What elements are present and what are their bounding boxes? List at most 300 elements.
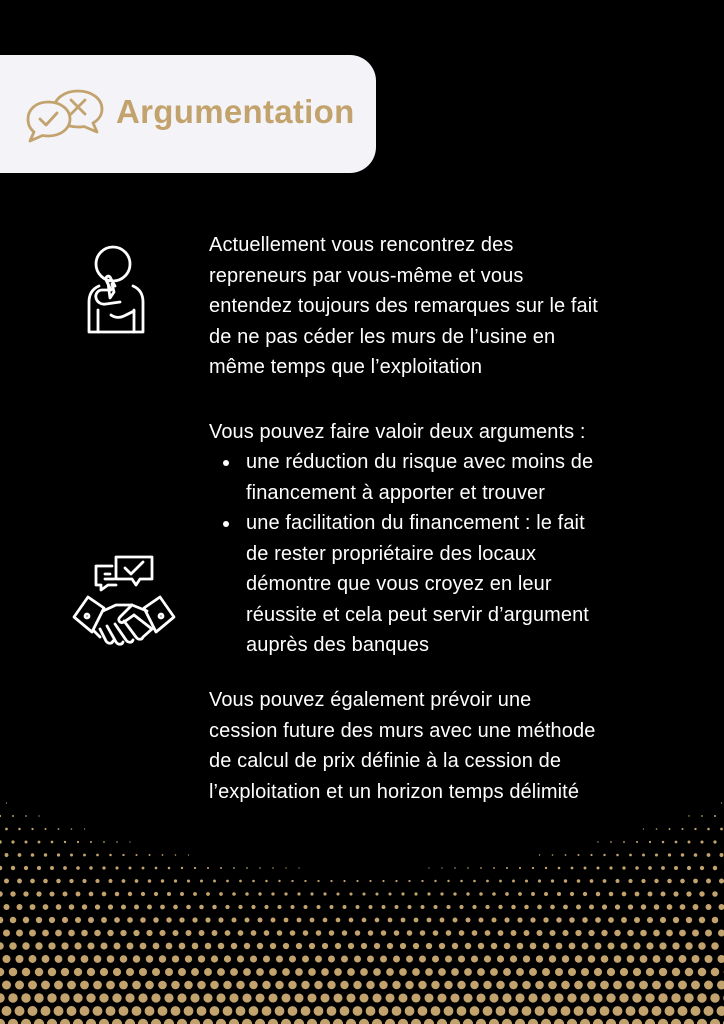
halftone-dot [717, 955, 724, 963]
halftone-dot [606, 993, 615, 1002]
halftone-dot [388, 918, 393, 923]
halftone-dot [347, 968, 355, 976]
halftone-dot [421, 880, 423, 882]
halftone-dot [413, 943, 419, 949]
halftone-dot [463, 993, 472, 1002]
halftone-dot [54, 981, 63, 990]
halftone-dot [24, 866, 28, 870]
halftone-dot [648, 866, 652, 870]
halftone-dot [249, 981, 257, 989]
halftone-dot [596, 866, 599, 869]
halftone-dot [162, 854, 164, 856]
halftone-dot [203, 993, 212, 1002]
halftone-dot [470, 1006, 480, 1016]
halftone-dot [395, 880, 397, 882]
halftone-dot [549, 955, 556, 962]
halftone-dot [284, 892, 287, 895]
halftone-dot [485, 930, 491, 936]
halftone-dot [307, 1019, 317, 1024]
halftone-dot [697, 1019, 707, 1024]
halftone-dot [704, 981, 713, 990]
halftone-dot [499, 880, 502, 883]
halftone-dot [406, 956, 413, 963]
halftone-dot [2, 955, 10, 963]
halftone-dot [107, 930, 113, 936]
halftone-dot [562, 930, 568, 936]
halftone-dot [509, 1006, 519, 1016]
halftone-dot [317, 880, 319, 882]
halftone-dot [132, 981, 141, 990]
halftone-dot [652, 981, 661, 990]
halftone-dot [192, 917, 197, 922]
halftone-dot [29, 930, 36, 937]
halftone-dot [24, 840, 27, 843]
halftone-dot [86, 993, 95, 1002]
halftone-dot [645, 993, 654, 1002]
halftone-dot [146, 930, 152, 936]
halftone-dot [173, 905, 178, 910]
halftone-dot [428, 867, 429, 868]
halftone-dot [36, 891, 41, 896]
halftone-dot [112, 993, 121, 1002]
halftone-dot [398, 993, 407, 1002]
halftone-dot [28, 981, 37, 990]
halftone-dot [346, 993, 355, 1002]
halftone-dot [483, 1006, 493, 1016]
halftone-dot [168, 867, 171, 870]
halftone-dot [457, 1006, 467, 1016]
halftone-dot [610, 841, 612, 843]
halftone-dot [556, 943, 563, 950]
halftone-dot [654, 904, 660, 910]
halftone-dot [660, 917, 666, 923]
halftone-dot [107, 955, 115, 963]
halftone-dot [632, 993, 641, 1002]
halftone-dot [86, 1019, 96, 1024]
halftone-dot [159, 930, 165, 936]
halftone-dot [289, 955, 296, 962]
halftone-dot [614, 930, 620, 936]
halftone-dot [470, 981, 478, 989]
halftone-dot [203, 1019, 213, 1024]
halftone-dot [446, 905, 450, 909]
text-line: réussite et cela peut servir d’argument [246, 603, 589, 626]
halftone-dot [535, 1006, 545, 1016]
halftone-dot [666, 955, 674, 963]
halftone-dot [333, 993, 342, 1002]
halftone-dot [171, 981, 180, 990]
halftone-dot [564, 879, 567, 882]
halftone-dot [43, 904, 49, 910]
halftone-dot [659, 968, 667, 976]
halftone-dot [698, 968, 706, 976]
halftone-dot [622, 866, 625, 869]
halftone-dot [685, 968, 693, 976]
halftone-dot [77, 841, 79, 843]
halftone-dot [320, 993, 329, 1002]
halftone-dot [262, 1006, 272, 1016]
halftone-dot [323, 892, 326, 895]
halftone-dot [563, 905, 568, 910]
halftone-dot [615, 904, 620, 909]
halftone-dot [310, 918, 315, 923]
halftone-dot [231, 917, 236, 922]
halftone-dot [4, 879, 9, 884]
halftone-dot [294, 1019, 304, 1024]
halftone-dot [640, 955, 648, 963]
halftone-dot [35, 942, 42, 949]
halftone-dot [712, 917, 719, 924]
halftone-dot [41, 981, 50, 990]
halftone-dot [570, 892, 574, 896]
halftone-dot [440, 892, 443, 895]
halftone-dot [680, 879, 685, 884]
halftone-dot [2, 981, 11, 990]
halftone-dot [491, 943, 498, 950]
halftone-dot [510, 955, 517, 962]
halftone-dot [511, 930, 517, 936]
halftone-dot [589, 904, 594, 909]
halftone-dot [524, 930, 530, 936]
halftone-dot [635, 892, 640, 897]
halftone-dot [236, 981, 244, 989]
halftone-dot [544, 892, 548, 896]
halftone-dot [18, 853, 22, 857]
halftone-dot [93, 1006, 103, 1016]
halftone-dot [433, 905, 437, 909]
halftone-dot [12, 815, 14, 817]
halftone-dot [558, 867, 561, 870]
halftone-dot [179, 917, 184, 922]
halftone-dot [466, 918, 471, 923]
halftone-dot [119, 981, 128, 990]
halftone-dot [68, 930, 75, 937]
halftone-dot [353, 981, 361, 989]
halftone-dot [407, 930, 413, 936]
halftone-dot [256, 968, 264, 976]
halftone-dot [580, 993, 589, 1002]
halftone-dot [193, 892, 197, 896]
halftone-dot [213, 880, 216, 883]
halftone-dot [206, 892, 210, 896]
halftone-dot [226, 880, 229, 883]
halftone-dot [418, 981, 426, 989]
halftone-dot [705, 929, 712, 936]
halftone-dot [476, 993, 485, 1002]
halftone-dot [249, 1006, 259, 1016]
halftone-dot [707, 853, 711, 857]
halftone-dot [642, 854, 645, 857]
halftone-dot [561, 1006, 571, 1016]
halftone-dot [238, 905, 242, 909]
halftone-dot [408, 880, 410, 882]
halftone-dot [523, 955, 530, 962]
halftone-dot [109, 879, 113, 883]
halftone-dot [522, 981, 531, 990]
halftone-dot [125, 1019, 135, 1024]
halftone-dot [693, 904, 699, 910]
halftone-dot [212, 930, 218, 936]
halftone-dot [16, 955, 24, 963]
halftone-dot [184, 981, 193, 990]
halftone-dot [116, 841, 118, 843]
halftone-dot [538, 879, 541, 882]
halftone-dot [43, 879, 48, 884]
halftone-dot [225, 905, 229, 909]
halftone-dot [139, 968, 147, 976]
halftone-dot [439, 943, 445, 949]
halftone-dot [550, 905, 555, 910]
halftone-dot [200, 880, 203, 883]
halftone-dot [665, 981, 674, 990]
halftone-dot [138, 993, 147, 1002]
halftone-dot [548, 1006, 558, 1016]
halftone-dot [379, 1006, 389, 1016]
halftone-dot [61, 968, 69, 976]
halftone-dot [701, 815, 703, 817]
halftone-dot [0, 917, 3, 924]
halftone-dot [479, 892, 483, 896]
halftone-dot [478, 917, 483, 922]
halftone-dot [30, 879, 35, 884]
halftone-dot [686, 917, 692, 923]
halftone-dot [543, 943, 550, 950]
halftone-dot [453, 918, 458, 923]
halftone-dot [629, 854, 632, 857]
halftone-dot [140, 943, 147, 950]
halftone-dot [431, 981, 439, 989]
halftone-dot [340, 981, 348, 989]
halftone-dot [54, 1006, 64, 1016]
halftone-dot [438, 968, 446, 976]
halftone-dot [484, 955, 491, 962]
header-card [0, 55, 376, 173]
halftone-dot [49, 917, 55, 923]
bullet-icon [223, 460, 229, 466]
halftone-dot [172, 955, 179, 962]
halftone-dot [181, 867, 183, 869]
text-line: auprès des banques [246, 634, 430, 656]
halftone-dot [697, 993, 706, 1002]
halftone-dot [362, 918, 367, 923]
halftone-dot [362, 892, 365, 895]
halftone-dot [532, 867, 534, 869]
halftone-dot [343, 905, 347, 909]
halftone-dot [11, 840, 14, 843]
halftone-dot [395, 905, 399, 909]
halftone-dot [485, 905, 489, 909]
halftone-dot [678, 1006, 688, 1016]
halftone-dot [190, 1019, 200, 1024]
halftone-dot [687, 866, 691, 870]
halftone-dot [627, 930, 634, 937]
halftone-dot [607, 968, 615, 976]
halftone-dot [255, 1019, 265, 1024]
halftone-dot [188, 854, 189, 855]
page-title: Argumentation [116, 93, 355, 130]
halftone-dot [704, 1006, 714, 1016]
halftone-dot [587, 1006, 597, 1016]
halftone-dot [0, 840, 2, 843]
halftone-dot [303, 905, 307, 909]
halftone-dot [145, 1006, 155, 1016]
halftone-dot [671, 993, 680, 1002]
halftone-dot [632, 1019, 642, 1024]
halftone-dot [301, 981, 309, 989]
halftone-dot [368, 930, 374, 936]
halftone-dot [159, 955, 166, 962]
halftone-dot [69, 904, 75, 910]
halftone-dot [568, 968, 576, 976]
halftone-dot [424, 993, 433, 1002]
halftone-dot [626, 981, 635, 990]
halftone-dot [275, 981, 283, 989]
halftone-dot [707, 828, 710, 831]
halftone-dot [301, 1006, 311, 1016]
halftone-dot [517, 943, 524, 950]
halftone-dot [678, 981, 687, 990]
halftone-dot [44, 853, 47, 856]
halftone-dot [459, 905, 463, 909]
halftone-dot [82, 879, 86, 883]
halftone-dot [82, 904, 87, 909]
halftone-dot [258, 918, 263, 923]
halftone-dot [314, 1006, 324, 1016]
halftone-dot [172, 930, 178, 936]
halftone-dot [343, 880, 345, 882]
halftone-dot [506, 867, 508, 869]
halftone-dot [719, 878, 724, 883]
text-line: financement à apporter et trouver [246, 481, 546, 504]
halftone-dot [519, 867, 521, 869]
text-line: une réduction du risque avec moins de [246, 451, 594, 473]
halftone-dot [372, 1019, 382, 1024]
halftone-dot [419, 955, 426, 962]
halftone-dot [647, 917, 653, 923]
halftone-dot [360, 968, 368, 976]
halftone-dot [74, 968, 82, 976]
halftone-dot [633, 968, 641, 976]
halftone-dot [186, 930, 192, 936]
halftone-dot [551, 879, 554, 882]
halftone-dot [655, 853, 658, 856]
halftone-dot [486, 880, 489, 883]
halftone-dot [81, 930, 88, 937]
halftone-dot [151, 1019, 161, 1024]
halftone-dot [431, 1006, 441, 1016]
halftone-dot [639, 1006, 649, 1016]
halftone-dot [48, 968, 56, 976]
halftone-dot [478, 943, 484, 949]
halftone-dot [646, 968, 654, 976]
halftone-dot [459, 930, 465, 936]
halftone-dot [268, 993, 277, 1002]
halftone-dot [490, 968, 498, 976]
halftone-dot [616, 879, 620, 883]
halftone-dot [0, 993, 5, 1002]
halftone-dot [552, 854, 554, 856]
halftone-dot [684, 993, 693, 1002]
halftone-dot [380, 956, 387, 963]
halftone-dot [427, 892, 430, 895]
halftone-dot [688, 815, 689, 816]
halftone-dot [288, 1006, 298, 1016]
halftone-dot [522, 1006, 532, 1016]
halftone-dot [55, 930, 62, 937]
halftone-dot [125, 993, 134, 1002]
halftone-dot [659, 942, 666, 949]
halftone-dot [405, 1006, 415, 1016]
halftone-dot [491, 917, 496, 922]
halftone-dot [265, 880, 268, 883]
halftone-dot [177, 993, 186, 1002]
halftone-dot [536, 930, 542, 936]
halftone-dot [295, 968, 303, 976]
halftone-dot [603, 879, 607, 883]
halftone-dot [232, 892, 236, 896]
halftone-dot [233, 867, 235, 869]
halftone-dot [627, 955, 635, 963]
halftone-dot [288, 981, 296, 989]
halftone-dot [278, 880, 280, 882]
halftone-dot [21, 1019, 31, 1024]
halftone-dot [704, 955, 712, 963]
halftone-dot [530, 943, 537, 950]
halftone-dot [275, 1006, 285, 1016]
halftone-dot [654, 879, 658, 883]
halftone-dot [263, 955, 270, 962]
halftone-dot [511, 905, 515, 909]
halftone-dot [516, 968, 524, 976]
halftone-dot [483, 981, 491, 989]
halftone-dot [401, 892, 404, 895]
halftone-dot [684, 1019, 694, 1024]
halftone-dot [204, 968, 212, 976]
halftone-dot [633, 942, 640, 949]
halftone-dot [587, 981, 596, 990]
halftone-dot [106, 1006, 116, 1016]
halftone-dot [68, 955, 76, 963]
halftone-dot [528, 993, 537, 1002]
halftone-dot [530, 917, 535, 922]
halftone-dot [63, 866, 67, 870]
halftone-dot [153, 917, 159, 923]
halftone-dot [210, 1006, 220, 1016]
halftone-dot [223, 1006, 233, 1016]
halftone-dot [259, 867, 261, 869]
halftone-dot [271, 892, 274, 895]
halftone-dot [460, 880, 463, 883]
halftone-dot [634, 917, 640, 923]
halftone-dot [38, 841, 41, 844]
halftone-dot [555, 968, 563, 976]
halftone-dot [359, 1019, 369, 1024]
halftone-dot [477, 968, 485, 976]
halftone-dot [453, 892, 456, 895]
halftone-dot [242, 1019, 252, 1024]
halftone-dot [205, 917, 210, 922]
halftone-dot [497, 955, 504, 962]
text-line: même temps que l’exploitation [209, 356, 483, 378]
halftone-dot [250, 955, 257, 962]
halftone-dot [127, 917, 133, 923]
halftone-dot [291, 880, 293, 882]
halftone-dot [329, 930, 335, 936]
halftone-dot [537, 905, 542, 910]
halftone-dot [80, 1006, 90, 1016]
halftone-dot [185, 955, 192, 962]
halftone-dot [323, 918, 328, 923]
